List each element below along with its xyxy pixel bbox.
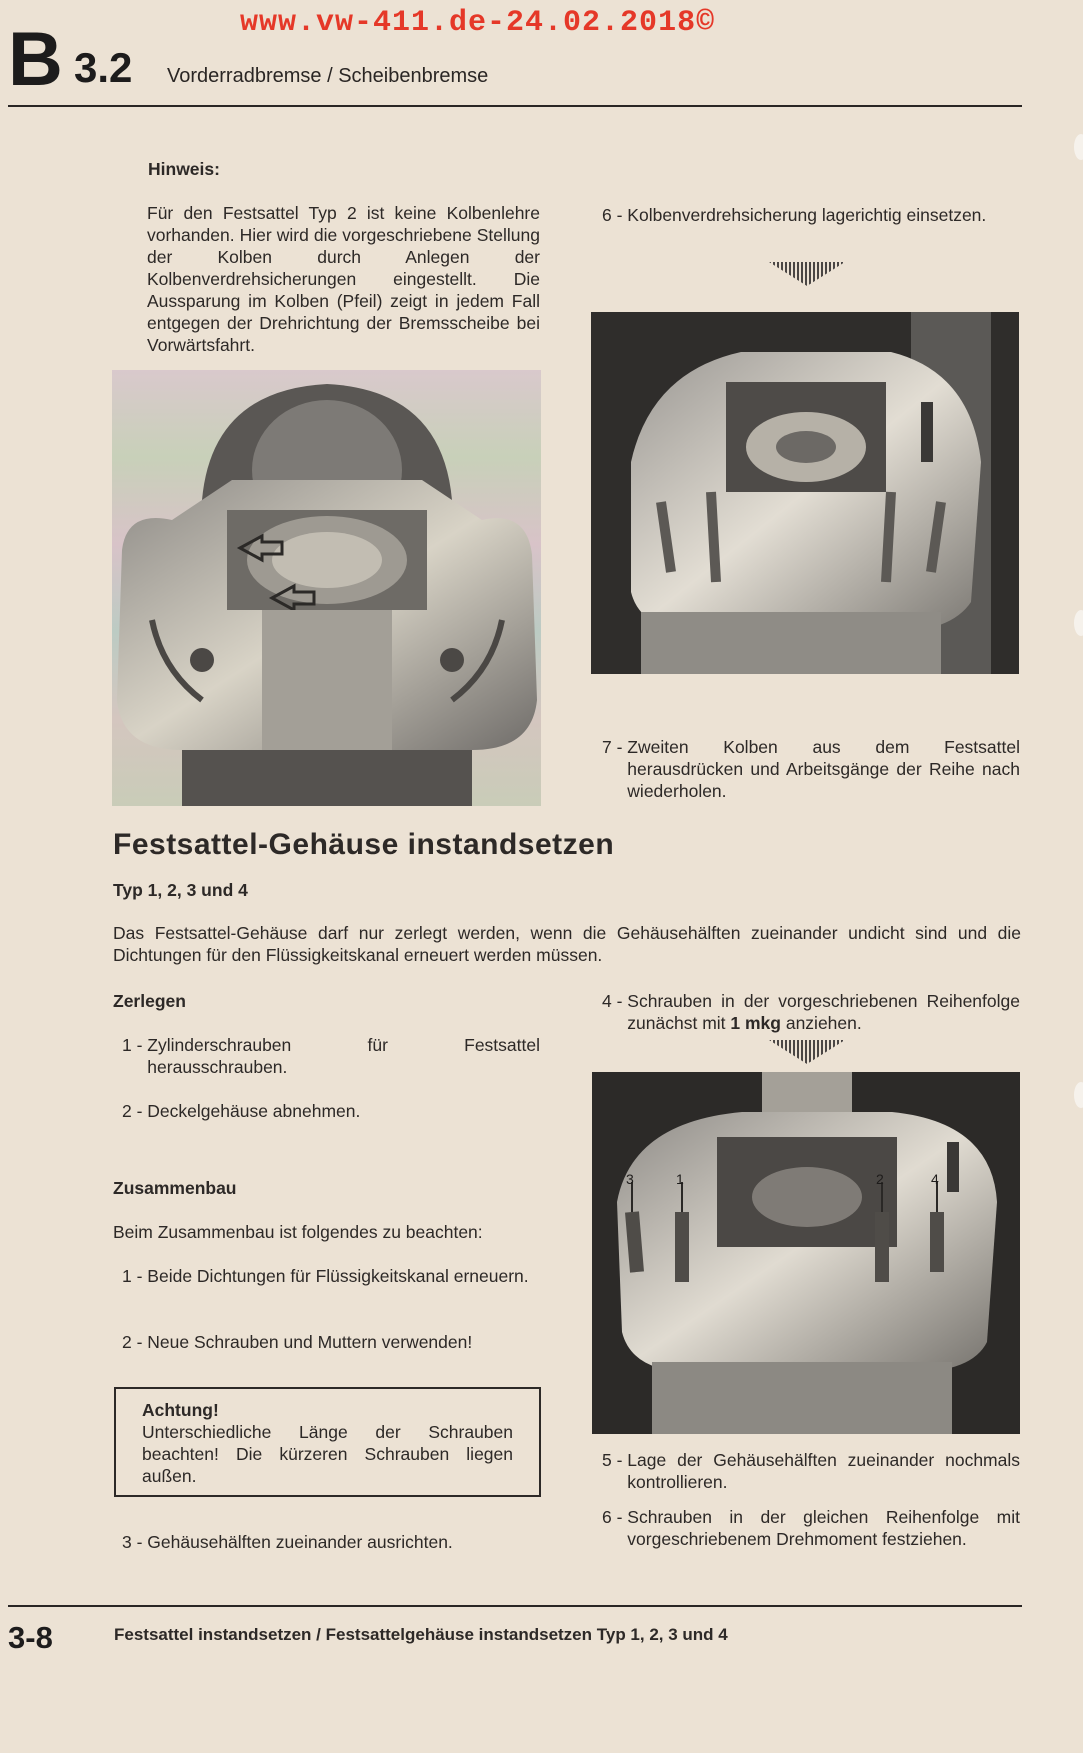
step-text: Kolbenverdrehsicherung lagerichtig einsetzen. [627, 205, 987, 225]
header-rule [8, 105, 1022, 107]
step-text: Schrauben in der gleichen Reihenfolge mit vorgeschriebenem Drehmoment festziehen. [627, 1507, 1020, 1549]
photo-caliper-bolt-order [592, 1072, 1020, 1434]
binder-hole [1074, 610, 1083, 636]
zerlegen-title: Zerlegen [113, 991, 186, 1011]
step-text: Beide Dichtungen für Flüssigkeitskanal erneuern. [147, 1266, 529, 1286]
step-number: 1 - [122, 1035, 148, 1055]
achtung-title: Achtung! [142, 1400, 219, 1420]
page-number: 3-8 [8, 1620, 53, 1655]
binder-hole [1074, 134, 1083, 160]
watermark-url: www.vw-411.de-24.02.2018© [240, 6, 716, 40]
step-4 [602, 990, 1020, 1034]
step-text: Zylinderschrauben für Festsattel herausschrauben. [147, 1035, 540, 1077]
caliper-photo-graphic-3 [592, 1072, 1020, 1434]
section-subtitle: Typ 1, 2, 3 und 4 [113, 880, 248, 900]
section-letter: B [8, 17, 63, 102]
section-number: 3.2 [74, 44, 133, 91]
photo-caliper-piston-lock [591, 312, 1019, 674]
step-text-pre: Schrauben in der vorgeschriebenen Reihenfolge zunächst mit [627, 991, 1020, 1033]
step-number: 7 - [602, 737, 628, 757]
bolt-label-1: 1 [676, 1171, 684, 1187]
arrow-down-icon [769, 1040, 845, 1064]
achtung-box [114, 1387, 541, 1497]
section-title: Vorderradbremse / Scheibenbremse [167, 65, 489, 87]
section-intro: Das Festsattel-Gehäuse darf nur zerlegt werden, wenn die Gehäusehälften zueinander undicht sind und die Dichtungen für den Flüssigkeitskanal erneuert werden müssen. [113, 923, 1021, 965]
zerlegen-step-1 [122, 1034, 540, 1078]
hinweis-title: Hinweis: [148, 159, 220, 179]
step-5 [602, 1449, 1020, 1493]
step-text: Deckelgehäuse abnehmen. [147, 1101, 361, 1121]
step-text [627, 990, 1020, 1034]
step-text-post: anziehen. [780, 1013, 862, 1033]
torque-value: 1 mkg [730, 1013, 781, 1033]
zusammenbau-title: Zusammenbau [113, 1178, 237, 1198]
footer-rule [8, 1605, 1022, 1607]
step-number: 4 - [602, 991, 628, 1011]
step-number: 6 - [602, 1507, 628, 1527]
bolt-label-3: 3 [626, 1171, 634, 1187]
step-text: Zweiten Kolben aus dem Festsattel herausdrücken und Arbeitsgänge der Reihe nach wiederholen. [627, 737, 1020, 801]
zusammenbau-step-1 [122, 1265, 540, 1287]
arrow-down-icon [769, 262, 845, 286]
step-text: Neue Schrauben und Muttern verwenden! [147, 1332, 473, 1352]
zusammenbau-step-2 [122, 1331, 540, 1353]
step-number: 2 - [122, 1332, 148, 1352]
zerlegen-step-2 [122, 1100, 540, 1122]
photo-caliper-arrows [112, 370, 541, 806]
step-text: Gehäusehälften zueinander ausrichten. [147, 1532, 453, 1552]
step-number: 2 - [122, 1101, 148, 1121]
zusammenbau-intro: Beim Zusammenbau ist folgendes zu beachten: [113, 1222, 483, 1242]
step-number: 3 - [122, 1532, 148, 1552]
caliper-photo-graphic-2 [591, 312, 1019, 674]
section-heading: Festsattel-Gehäuse instandsetzen [113, 828, 615, 861]
bolt-label-2: 2 [876, 1171, 884, 1187]
step-number: 5 - [602, 1450, 628, 1470]
bolt-label-4: 4 [931, 1171, 939, 1187]
hinweis-text: Für den Festsattel Typ 2 ist keine Kolbenlehre vorhanden. Hier wird die vorgeschriebene Stellung der Kolben durch Anlegen der Kolbenverdrehsicherungen eingestellt. Die Aussparung im Kolben (Pfeil) zeigt in jedem Fall entgegen der Drehrichtung der Bremsscheibe bei Vorwärtsfahrt. [147, 203, 540, 355]
step-number: 1 - [122, 1266, 148, 1286]
footer-title: Festsattel instandsetzen / Festsattelgehäuse instandsetzen Typ 1, 2, 3 und 4 [114, 1625, 728, 1644]
achtung-text: Unterschiedliche Länge der Schrauben beachten! Die kürzeren Schrauben liegen außen. [142, 1422, 513, 1486]
step-6-bottom [602, 1506, 1020, 1550]
step-text: Lage der Gehäusehälften zueinander nochmals kontrollieren. [627, 1450, 1020, 1492]
step-number: 6 - [602, 205, 628, 225]
step-7 [602, 736, 1020, 802]
step-6-top [602, 204, 1020, 226]
binder-hole [1074, 1082, 1083, 1108]
caliper-photo-graphic [112, 370, 541, 806]
zusammenbau-step-3 [122, 1531, 540, 1553]
